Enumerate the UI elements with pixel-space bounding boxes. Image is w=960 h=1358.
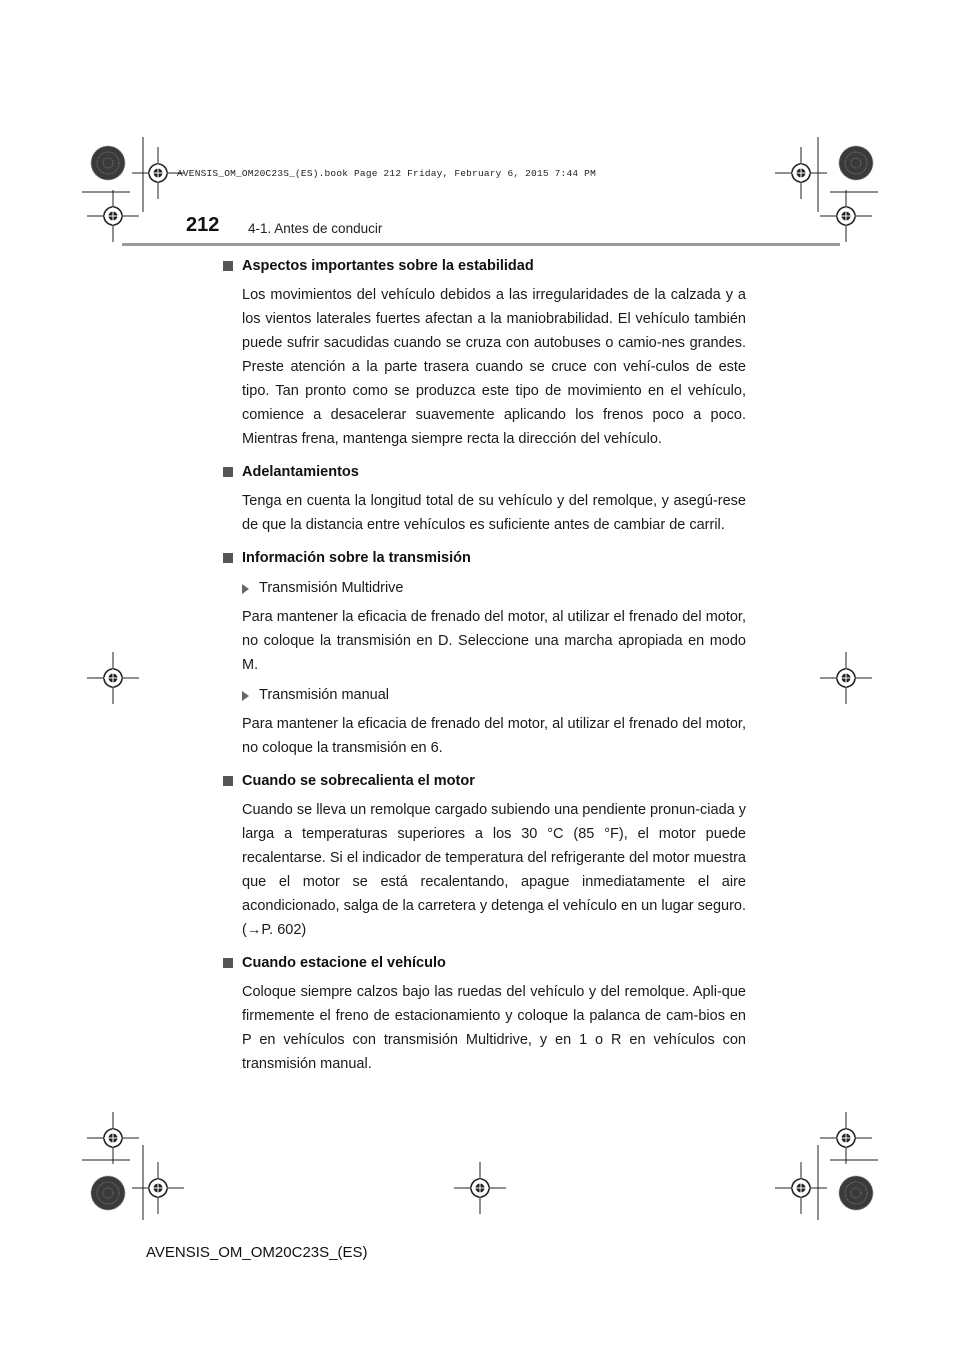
square-bullet-icon — [223, 776, 233, 786]
square-bullet-icon — [223, 958, 233, 968]
triangle-bullet-icon — [242, 584, 249, 594]
section-heading — [222, 951, 746, 975]
square-bullet-icon — [223, 261, 233, 271]
registration-target-icon — [91, 146, 125, 180]
crosshair-icon — [132, 1162, 184, 1214]
section-heading — [222, 460, 746, 484]
page-content — [222, 254, 746, 1076]
crosshair-icon — [87, 652, 139, 704]
crosshair-icon — [820, 1112, 872, 1164]
heading-text: Información sobre la transmisión — [242, 550, 471, 566]
crosshair-icon — [820, 652, 872, 704]
section-overtaking — [222, 460, 746, 537]
sub-heading — [242, 576, 746, 600]
registration-target-icon — [91, 1176, 125, 1210]
section-stability — [222, 254, 746, 451]
crosshair-icon — [454, 1162, 506, 1214]
paragraph: Para mantener la eficacia de frenado del motor, al utilizar el frenado del motor, no coloque la transmisión en 6. — [242, 716, 746, 756]
sub-heading-text: Transmisión Multidrive — [259, 580, 404, 596]
paragraph: Para mantener la eficacia de frenado del motor, al utilizar el frenado del motor, no coloque la transmisión en D. Seleccione una marcha apropiada en modo M. — [242, 609, 746, 673]
crosshair-icon — [775, 147, 827, 199]
sub-heading-text: Transmisión manual — [259, 687, 390, 703]
triangle-bullet-icon — [242, 691, 249, 701]
section-heading — [222, 546, 746, 570]
section-overheating — [222, 769, 746, 942]
sub-heading — [242, 683, 746, 707]
heading-text: Cuando estacione el vehículo — [242, 955, 446, 971]
heading-text: Cuando se sobrecalienta el motor — [242, 773, 475, 789]
paragraph: Tenga en cuenta la longitud total de su vehículo y del remolque, y asegú-rese de que la distancia entre vehículos es suficiente antes de cambiar de carril. — [242, 493, 746, 533]
print-info-line: AVENSIS_OM_OM20C23S_(ES).book Page 212 Friday, February 6, 2015 7:44 PM — [177, 168, 596, 179]
heading-text: Aspectos importantes sobre la estabilidad — [242, 258, 534, 274]
registration-target-icon — [839, 146, 873, 180]
paragraph: Cuando se lleva un remolque cargado subiendo una pendiente pronun-ciada y larga a temperaturas superiores a los 30 °C (85 °F), el motor puede recalentarse. Si el indicador de temperatura del refrigerante del motor muestra que el motor se está recalentando, apague inmediatamente el aire acondicionado, salga de la carretera y detenga el vehículo en un lugar seguro. (→P. 602) — [242, 802, 746, 938]
section-parking — [222, 951, 746, 1076]
header-divider — [122, 243, 840, 246]
paragraph: Coloque siempre calzos bajo las ruedas del vehículo y del remolque. Apli-que firmemente el freno de estacionamiento y coloque la palanca de cam-bios en P en vehículos con transmisión Multidrive, y en 1 o R en vehículos con transmisión manual. — [242, 984, 746, 1072]
crosshair-icon — [87, 1112, 139, 1164]
section-heading — [222, 769, 746, 793]
section-heading — [222, 254, 746, 278]
square-bullet-icon — [223, 553, 233, 563]
square-bullet-icon — [223, 467, 233, 477]
page-number: 212 — [186, 214, 220, 236]
crosshair-icon — [87, 190, 139, 242]
section-transmission — [222, 546, 746, 760]
registration-target-icon — [839, 1176, 873, 1210]
paragraph: Los movimientos del vehículo debidos a las irregularidades de la calzada y a los vientos laterales fuertes afectan a la maniobrabilidad. El vehículo también puede sufrir sacudidas cuando se cruza con autobuses o camio-nes grandes. Preste atención a la parte trasera cuando se cruce con vehí-culos de este tipo. Tan pronto como se produzca este tipo de movimiento en el vehículo, comience a desacelerar suavemente aplicando los frenos poco a poco. Mientras frena, mantenga siempre recta la dirección del vehículo. — [242, 287, 746, 447]
document-code: AVENSIS_OM_OM20C23S_(ES) — [146, 1244, 368, 1261]
section-title: 4-1. Antes de conducir — [248, 221, 383, 236]
heading-text: Adelantamientos — [242, 464, 359, 480]
crosshair-icon — [775, 1162, 827, 1214]
crosshair-icon — [820, 190, 872, 242]
